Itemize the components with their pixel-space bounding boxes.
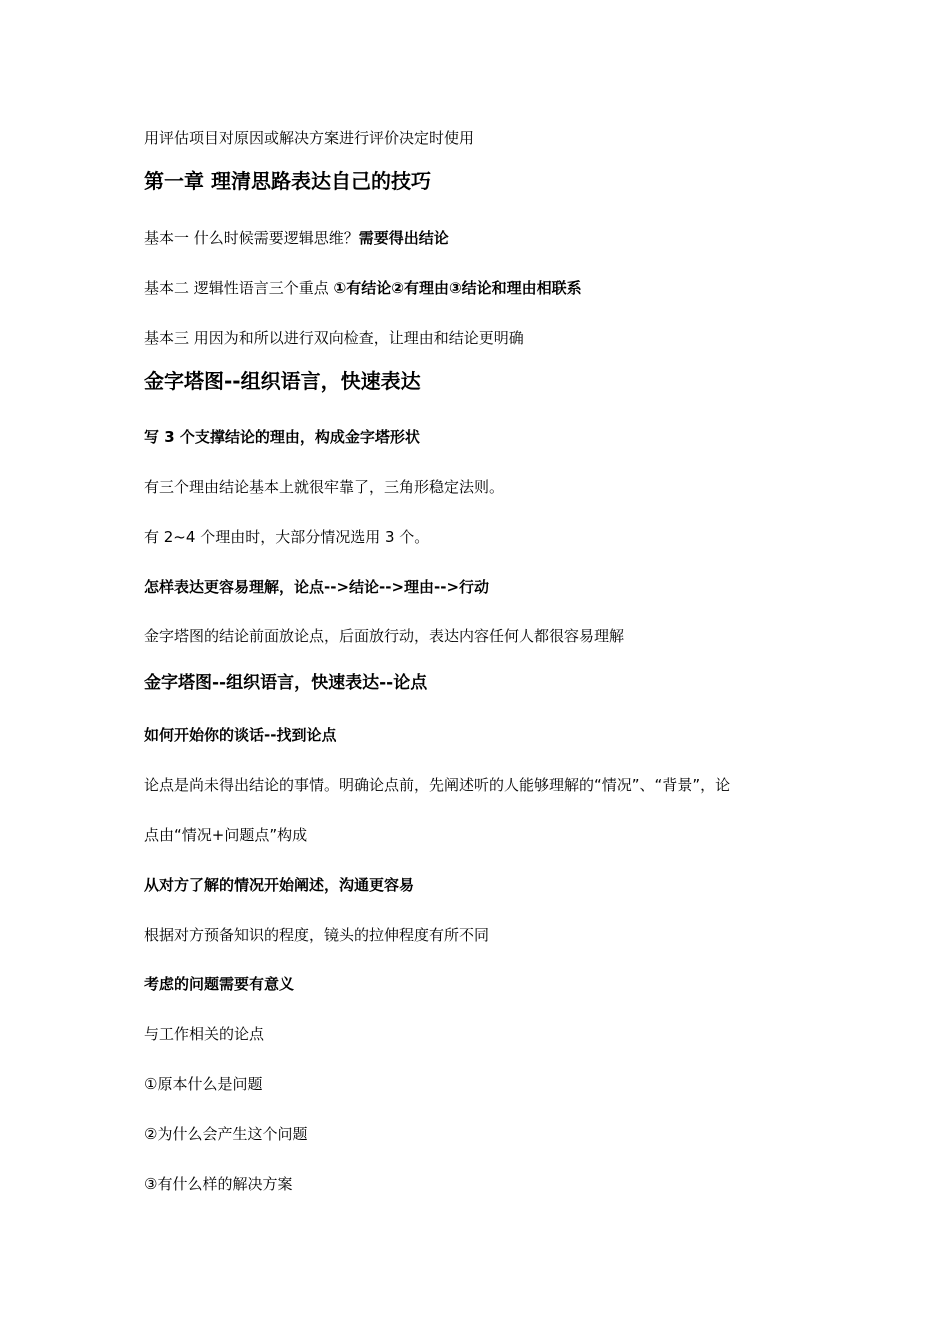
pyramid-title: 金字塔图--组织语言，快速表达 xyxy=(144,369,421,393)
basic-2 xyxy=(144,278,582,298)
chapter-1-title: 第一章 理清思路表达自己的技巧 xyxy=(144,169,431,193)
start-heading: 如何开始你的谈话--找到论点 xyxy=(144,726,337,744)
order-paragraph: 金字塔图的结论前面放论点，后面放行动，表达内容任何人都很容易理解 xyxy=(144,627,625,645)
meaning-heading: 考虑的问题需要有意义 xyxy=(144,975,295,993)
meaning-paragraph: 与工作相关的论点 xyxy=(144,1025,265,1043)
basic-1-text: 基本一 什么时候需要逻辑思维？ xyxy=(144,229,359,247)
known-paragraph: 根据对方预备知识的程度，镜头的拉伸程度有所不同 xyxy=(144,926,490,944)
order-heading: 怎样表达更容易理解，论点-->结论-->理由-->行动 xyxy=(144,578,490,596)
list-item-1: ①原本什么是问题 xyxy=(144,1075,263,1093)
known-heading: 从对方了解的情况开始阐述，沟通更容易 xyxy=(144,876,415,894)
three-reasons-paragraph-1: 有三个理由结论基本上就很牢靠了，三角形稳定法则。 xyxy=(144,478,505,496)
three-reasons-paragraph-2: 有 2~4 个理由时，大部分情况选用 3 个。 xyxy=(144,528,430,546)
list-item-2: ②为什么会产生这个问题 xyxy=(144,1125,308,1143)
list-item-3: ③有什么样的解决方案 xyxy=(144,1175,293,1193)
start-paragraph-1: 论点是尚未得出结论的事情。明确论点前，先阐述听的人能够理解的“情况”、“背景”，论 xyxy=(144,776,731,794)
basic-2-bold: ①有结论②有理由③结论和理由相联系 xyxy=(333,279,582,297)
basic-2-text: 基本二 逻辑性语言三个重点 xyxy=(144,279,334,297)
basic-3: 基本三 用因为和所以进行双向检查，让理由和结论更明确 xyxy=(144,329,524,347)
basic-1 xyxy=(144,228,449,248)
basic-1-bold: 需要得出结论 xyxy=(358,229,449,247)
start-paragraph-2: 点由“情况+问题点”构成 xyxy=(144,826,308,844)
three-reasons-heading: 写 3 个支撑结论的理由，构成金字塔形状 xyxy=(144,428,420,446)
pyramid-point-title: 金字塔图--组织语言，快速表达--论点 xyxy=(144,673,428,693)
intro-text: 用评估项目对原因或解决方案进行评价决定时使用 xyxy=(144,129,475,147)
